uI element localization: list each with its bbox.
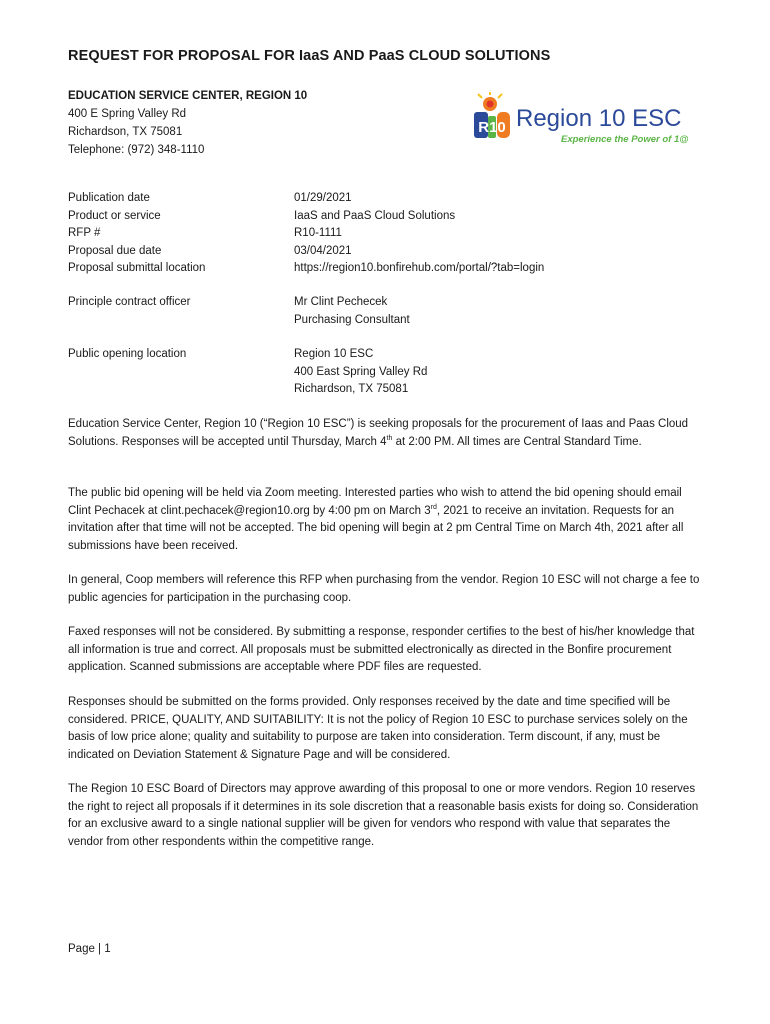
due-date-label: Proposal due date	[68, 244, 162, 257]
officer-title: Purchasing Consultant	[294, 313, 410, 326]
due-date-value: 03/04/2021	[294, 244, 352, 257]
officer-label: Principle contract officer	[68, 296, 191, 308]
opening-location-line3: Richardson, TX 75081	[294, 383, 409, 395]
org-block	[68, 87, 307, 159]
paragraph-board-approval: The Region 10 ESC Board of Directors may approve awarding of this proposal to one or more vendors. Region 10 reserves the right to reject all proposals if it determines in its sole discretion that a reasonable basis exists for doing so. Consideration for an exclusive award to a single national supplier will be given for vendors who respond with value that separates the vendor from other respondents within the competitive range.	[68, 783, 699, 848]
paragraph-faxed-responses: Faxed responses will not be considered. By submitting a response, responder certifies to the best of his/her knowledge that all information is true and correct. All proposals must be submitted electronically as directed in the Bonfire procurement application. Scanned submissions are acceptable where PDF files are requested.	[68, 626, 695, 673]
logo-mark: R10	[478, 119, 506, 136]
opening-location-line2: 400 East Spring Valley Rd	[294, 365, 428, 378]
submittal-location-link[interactable]: https://region10.bonfirehub.com/portal/?tab=login	[294, 262, 545, 274]
logo-tagline: Experience the Power of 1@	[561, 134, 689, 145]
opening-location-label: Public opening location	[68, 348, 187, 360]
product-label: Product or service	[68, 209, 161, 222]
paragraph-price-quality: Responses should be submitted on the forms provided. Only responses received by the date and time specified will be considered. PRICE, QUALITY, AND SUITABILITY: It is not the policy of Region 10 ESC to purchase services solely on the basis of low price alone; quality and suitability to purpose are taken into consideration. Term discount, if any, must be indicated on Deviation Statement & Signature Page and will be considered.	[68, 696, 688, 761]
org-address-line2: Richardson, TX 75081	[68, 126, 183, 138]
paragraph-bid-opening: The public bid opening will be held via Zoom meeting. Interested parties who wish to attend the bid opening should email Clint Pechacek at clint.pechacek@region10.org by 4:00 pm on March 3rd, 2021 to receive an invitation. Requests for an invitation after that time will not be accepted. The bid opening will begin at 2 pm Central Time on March 4th, 2021 after all submissions have been received.	[68, 487, 684, 552]
paragraph-intro: Education Service Center, Region 10 (“Region 10 ESC”) is seeking proposals for the procurement of Iaas and Paas Cloud Solutions. Responses will be accepted until Thursday, March 4th at 2:00 PM. All times are Central Standard Time.	[68, 418, 689, 448]
document-title: REQUEST FOR PROPOSAL FOR IaaS AND PaaS CLOUD SOLUTIONS	[68, 48, 551, 64]
page-number: Page | 1	[68, 943, 111, 955]
publication-date-label: Publication date	[68, 192, 150, 204]
product-value: IaaS and PaaS Cloud Solutions	[294, 209, 456, 222]
officer-name: Mr Clint Pechecek	[294, 296, 388, 308]
submittal-location-label: Proposal submittal location	[68, 262, 206, 274]
logo-name: Region 10 ESC	[516, 105, 682, 132]
org-name: EDUCATION SERVICE CENTER, REGION 10	[68, 90, 308, 102]
opening-location-line1: Region 10 ESC	[294, 348, 374, 360]
region10-logo	[468, 92, 708, 152]
rfp-number-value: R10-1111	[294, 227, 342, 239]
rfp-number-label: RFP #	[68, 227, 101, 239]
paragraph-coop: In general, Coop members will reference this RFP when purchasing from the vendor. Region 10 ESC will not charge a fee to public agencies for participation in the purchasing coop.	[68, 574, 700, 604]
publication-date-value: 01/29/2021	[294, 192, 352, 204]
org-telephone: Telephone: (972) 348-1110	[68, 144, 205, 156]
org-address-line1: 400 E Spring Valley Rd	[68, 108, 187, 120]
